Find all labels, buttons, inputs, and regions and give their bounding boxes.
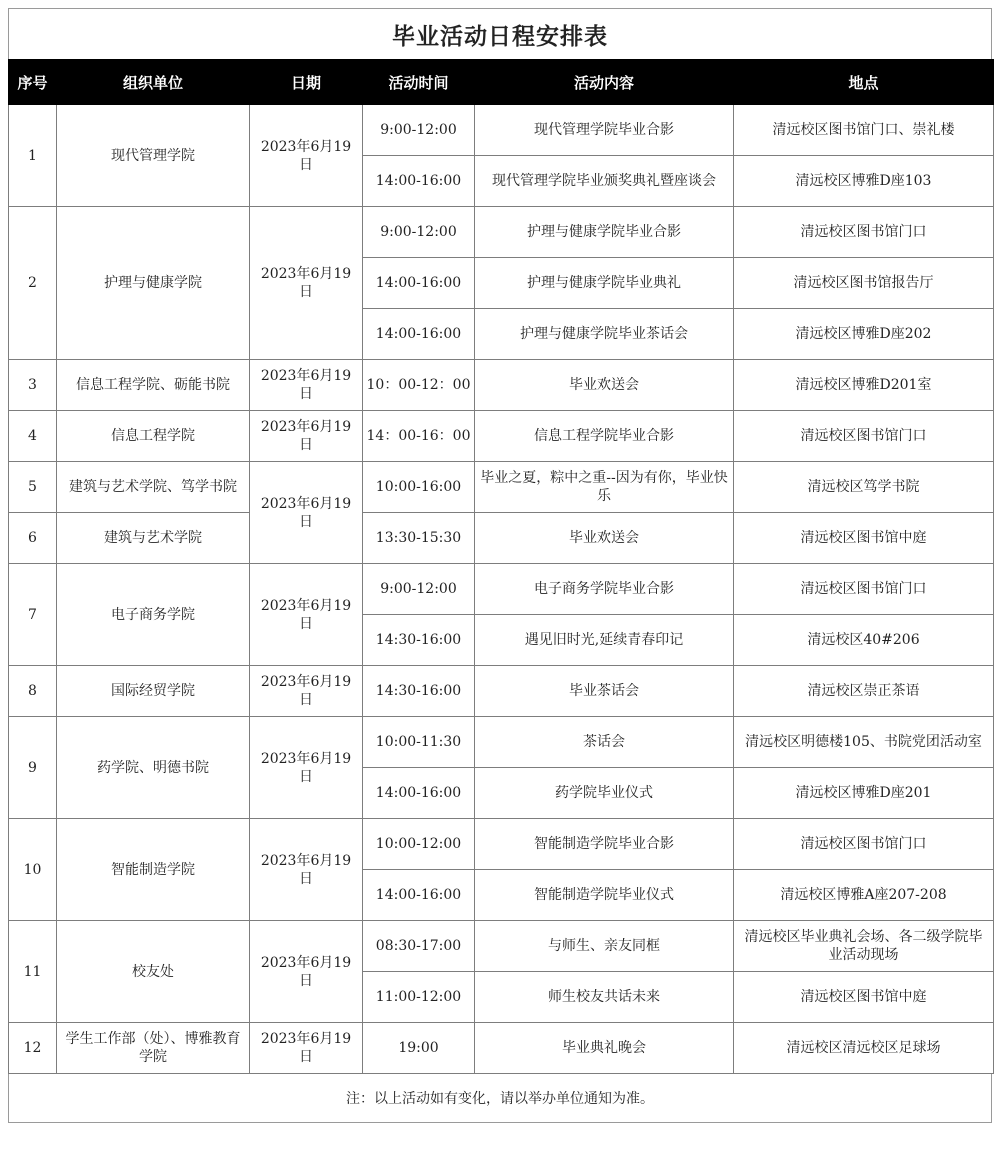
cell-content: 现代管理学院毕业合影	[475, 105, 734, 156]
cell-place: 清远校区博雅D座201	[734, 768, 994, 819]
cell-date: 2023年6月19日	[250, 564, 363, 666]
cell-org: 信息工程学院	[57, 411, 250, 462]
cell-place: 清远校区博雅D座202	[734, 309, 994, 360]
table-row	[9, 360, 994, 411]
cell-time: 10：00-12：00	[363, 360, 475, 411]
cell-org: 信息工程学院、砺能书院	[57, 360, 250, 411]
cell-content: 毕业欢送会	[475, 360, 734, 411]
table-row	[9, 105, 994, 156]
cell-place: 清远校区图书馆门口、崇礼楼	[734, 105, 994, 156]
cell-org: 电子商务学院	[57, 564, 250, 666]
cell-place: 清远校区图书馆报告厅	[734, 258, 994, 309]
cell-content: 电子商务学院毕业合影	[475, 564, 734, 615]
cell-no: 9	[9, 717, 57, 819]
cell-time: 14:30-16:00	[363, 666, 475, 717]
cell-org: 药学院、明德书院	[57, 717, 250, 819]
cell-time: 10:00-12:00	[363, 819, 475, 870]
cell-date: 2023年6月19日	[250, 1023, 363, 1074]
cell-content: 护理与健康学院毕业合影	[475, 207, 734, 258]
table-row	[9, 717, 994, 768]
cell-time: 14:00-16:00	[363, 258, 475, 309]
header-place: 地点	[734, 60, 994, 105]
cell-content: 药学院毕业仪式	[475, 768, 734, 819]
cell-time: 10:00-11:30	[363, 717, 475, 768]
cell-no: 5	[9, 462, 57, 513]
cell-no: 6	[9, 513, 57, 564]
table-row	[9, 411, 994, 462]
cell-content: 毕业茶话会	[475, 666, 734, 717]
cell-org: 建筑与艺术学院	[57, 513, 250, 564]
cell-no: 2	[9, 207, 57, 360]
header-org: 组织单位	[57, 60, 250, 105]
cell-org: 国际经贸学院	[57, 666, 250, 717]
cell-date: 2023年6月19日	[250, 207, 363, 360]
cell-no: 11	[9, 921, 57, 1023]
cell-org: 校友处	[57, 921, 250, 1023]
cell-place: 清远校区图书馆门口	[734, 411, 994, 462]
cell-place: 清远校区笃学书院	[734, 462, 994, 513]
table-row	[9, 564, 994, 615]
cell-place: 清远校区博雅D201室	[734, 360, 994, 411]
cell-date: 2023年6月19日	[250, 360, 363, 411]
table-row	[9, 819, 994, 870]
cell-no: 4	[9, 411, 57, 462]
header-date: 日期	[250, 60, 363, 105]
table-row	[9, 921, 994, 972]
page-title: 毕业活动日程安排表	[8, 8, 992, 59]
table-row	[9, 1023, 994, 1074]
header-no: 序号	[9, 60, 57, 105]
cell-place: 清远校区博雅D座103	[734, 156, 994, 207]
cell-content: 遇见旧时光,延续青春印记	[475, 615, 734, 666]
cell-content: 智能制造学院毕业仪式	[475, 870, 734, 921]
cell-place: 清远校区图书馆中庭	[734, 972, 994, 1023]
cell-place: 清远校区毕业典礼会场、各二级学院毕业活动现场	[734, 921, 994, 972]
cell-content: 现代管理学院毕业颁奖典礼暨座谈会	[475, 156, 734, 207]
cell-org: 现代管理学院	[57, 105, 250, 207]
table-row	[9, 666, 994, 717]
cell-place: 清远校区明德楼105、书院党团活动室	[734, 717, 994, 768]
schedule-sheet	[8, 8, 992, 1146]
cell-no: 12	[9, 1023, 57, 1074]
cell-no: 1	[9, 105, 57, 207]
cell-place: 清远校区图书馆中庭	[734, 513, 994, 564]
schedule-table	[8, 59, 994, 1074]
cell-time: 9:00-12:00	[363, 105, 475, 156]
cell-no: 8	[9, 666, 57, 717]
cell-time: 10:00-16:00	[363, 462, 475, 513]
cell-time: 14:00-16:00	[363, 870, 475, 921]
cell-content: 护理与健康学院毕业茶话会	[475, 309, 734, 360]
cell-place: 清远校区崇正茶语	[734, 666, 994, 717]
cell-place: 清远校区图书馆门口	[734, 819, 994, 870]
cell-content: 与师生、亲友同框	[475, 921, 734, 972]
cell-date: 2023年6月19日	[250, 819, 363, 921]
cell-date: 2023年6月19日	[250, 921, 363, 1023]
cell-content: 智能制造学院毕业合影	[475, 819, 734, 870]
header-row	[9, 60, 994, 105]
cell-content: 茶话会	[475, 717, 734, 768]
cell-no: 3	[9, 360, 57, 411]
cell-time: 14:00-16:00	[363, 309, 475, 360]
cell-no: 10	[9, 819, 57, 921]
cell-time: 14:00-16:00	[363, 768, 475, 819]
cell-place: 清远校区清远校区足球场	[734, 1023, 994, 1074]
cell-date: 2023年6月19日	[250, 105, 363, 207]
table-row	[9, 462, 994, 513]
cell-content: 护理与健康学院毕业典礼	[475, 258, 734, 309]
cell-content: 毕业之夏，粽中之重--因为有你，毕业快乐	[475, 462, 734, 513]
cell-place: 清远校区博雅A座207-208	[734, 870, 994, 921]
cell-time: 14:00-16:00	[363, 156, 475, 207]
cell-no: 7	[9, 564, 57, 666]
cell-org: 护理与健康学院	[57, 207, 250, 360]
cell-time: 11:00-12:00	[363, 972, 475, 1023]
cell-place: 清远校区图书馆门口	[734, 564, 994, 615]
cell-org: 智能制造学院	[57, 819, 250, 921]
footnote: 注：以上活动如有变化，请以举办单位通知为准。	[8, 1074, 992, 1123]
cell-time: 13:30-15:30	[363, 513, 475, 564]
table-row	[9, 207, 994, 258]
header-content: 活动内容	[475, 60, 734, 105]
cell-date: 2023年6月19日	[250, 666, 363, 717]
cell-content: 毕业欢送会	[475, 513, 734, 564]
cell-org: 建筑与艺术学院、笃学书院	[57, 462, 250, 513]
header-time: 活动时间	[363, 60, 475, 105]
cell-time: 14:30-16:00	[363, 615, 475, 666]
cell-date: 2023年6月19日	[250, 462, 363, 564]
cell-time: 08:30-17:00	[363, 921, 475, 972]
cell-place: 清远校区图书馆门口	[734, 207, 994, 258]
cell-content: 师生校友共话未来	[475, 972, 734, 1023]
cell-time: 9:00-12:00	[363, 207, 475, 258]
table-row	[9, 513, 994, 564]
cell-time: 14：00-16：00	[363, 411, 475, 462]
cell-date: 2023年6月19日	[250, 717, 363, 819]
cell-content: 毕业典礼晚会	[475, 1023, 734, 1074]
cell-content: 信息工程学院毕业合影	[475, 411, 734, 462]
cell-time: 19:00	[363, 1023, 475, 1074]
cell-place: 清远校区40#206	[734, 615, 994, 666]
cell-org: 学生工作部（处）、博雅教育学院	[57, 1023, 250, 1074]
cell-time: 9:00-12:00	[363, 564, 475, 615]
cell-date: 2023年6月19日	[250, 411, 363, 462]
